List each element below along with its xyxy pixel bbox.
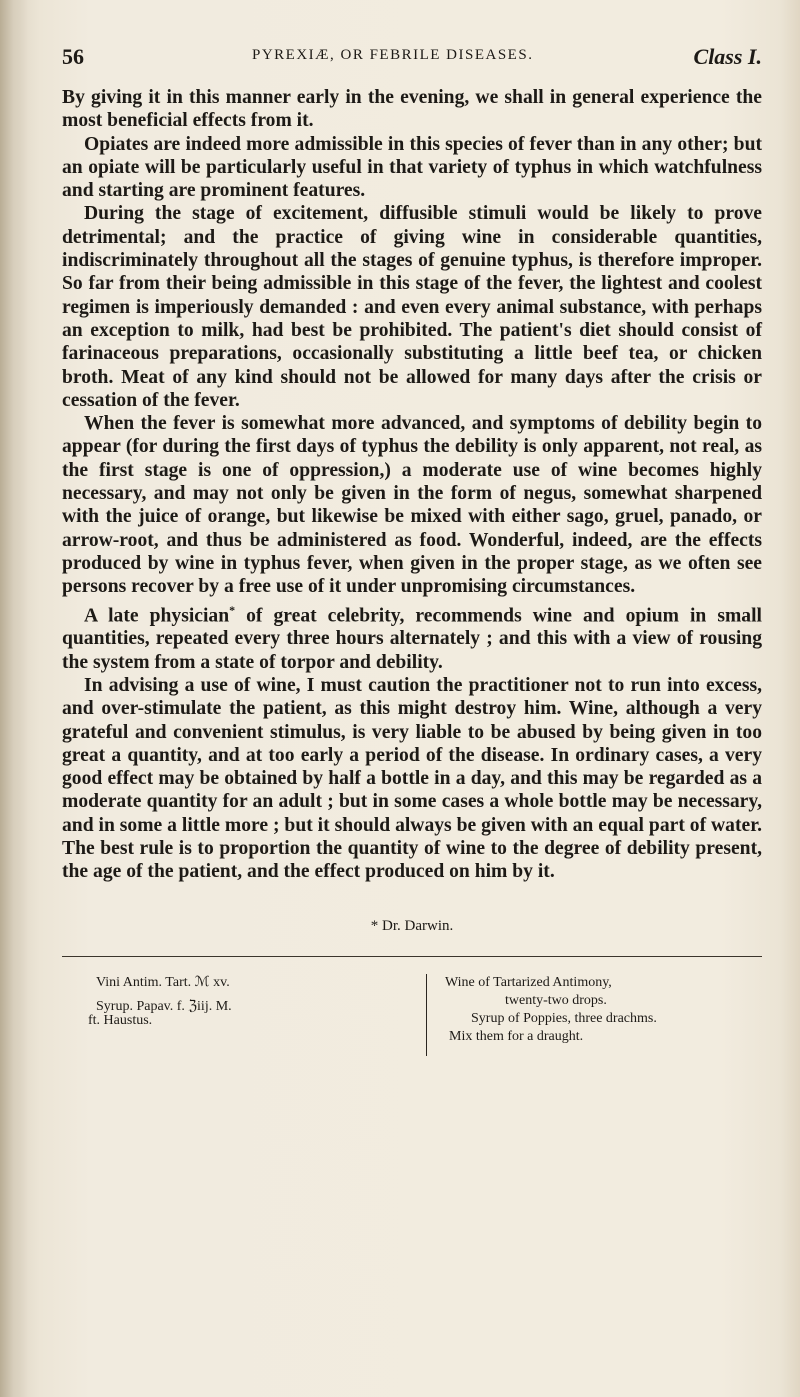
paragraph-opiates: Opiates are indeed more admissible in this species of fever than in any other; but an opiate will be particularly useful in that variety of typhus in which watchfulness and starting are prominent features. [62,133,762,202]
recipe-latin [88,974,368,1030]
paragraph-caution: In advising a use of wine, I must caution the practitioner not to run into excess, and over-stimulate the patient, as this might destroy him. Wine, although a very grateful and convenient stimulus, is very liable to be abused by being given in too great a quantity, and at too early a period of the disease. In ordinary cases, a very good effect may be obtained by half a bottle in a day, and this may be regarded as a moderate quantity for an adult ; but in some cases a whole bottle may be necessary, and in some a little more ; but it should always be given with an equal part of water. The best rule is to proportion the quantity of wine to the degree of debility present, the age of the patient, and the effect produced on him by it. [62,674,762,883]
paragraph-excitement-stage: During the stage of excitement, diffusible stimuli would be likely to prove detrimental; and the practice of giving wine in considerable quantities, indiscriminately throughout all the stages of genuine typhus, is therefore improper. So far from their being admissible in this stage of the fever, the lightest and coolest regimen is imperiously demanded : and even every animal substance, with perhaps an exception to milk, had best be prohibited. The patient's diet should consist of farinaceous preparations, occasionally substituting a little beef tea, or chicken broth. Meat of any kind should not be allowed for many days after the crisis or cessation of the fever. [62,203,762,411]
late-physician-text: A late physician [84,605,230,627]
body-text [62,86,762,884]
footnote-rule [62,956,762,957]
running-title: PYREXIÆ, OR FEBRILE DISEASES. [252,47,534,63]
recipe-latin-line: Syrup. Papav. f. ℨiij. M. [96,999,232,1014]
page-number: 56 [62,44,84,69]
recipe-latin-line: ft. Haustus. [88,1013,153,1028]
footnote: * Dr. Darwin. [370,918,454,934]
paragraph-advanced-fever: When the fever is somewhat more advanced, and symptoms of debility begin to appear (for during the first days of typhus the debility is only apparent, not real, as the first stage is one of oppression,) a moderate use of wine becomes highly necessary, and may not only be given in the form of negus, somewhat sharpened with the juice of orange, but likewise be mixed with either sago, gruel, panado, or arrow-root, and thus be administered as food. Wonderful, indeed, are the effects produced by wine in typhus fever, when given in the proper stage, as we often see persons recover by a free use of it under unpromising circumstances. [62,413,762,598]
late-physician-text-rest: of great celebrity, recommends wine and opium in small quantities, repeated every three hours alternately ; and this with a view of rousing the system from a state of torpor and debility. [62,605,762,673]
recipe-latin-line: Vini Antim. Tart. ℳ xv. [96,975,230,990]
class-label: Class I. [693,44,762,69]
running-head [62,44,762,74]
recipe-english-line: Wine of Tartarized Antimony, [445,975,612,990]
recipe-english-line: Mix them for a draught. [449,1029,584,1044]
paragraph-wine-evening: By giving it in this manner early in the evening, we shall in general experience the most beneficial effects from it. [62,87,762,132]
paragraph-late-physician [62,599,762,674]
footnote-marker: * [229,602,236,617]
recipe-english-line: Syrup of Poppies, three drachms. [471,1011,657,1026]
recipe-english-line: twenty-two drops. [505,993,607,1008]
recipe-english [426,974,775,1056]
binding-shadow [0,0,28,1397]
